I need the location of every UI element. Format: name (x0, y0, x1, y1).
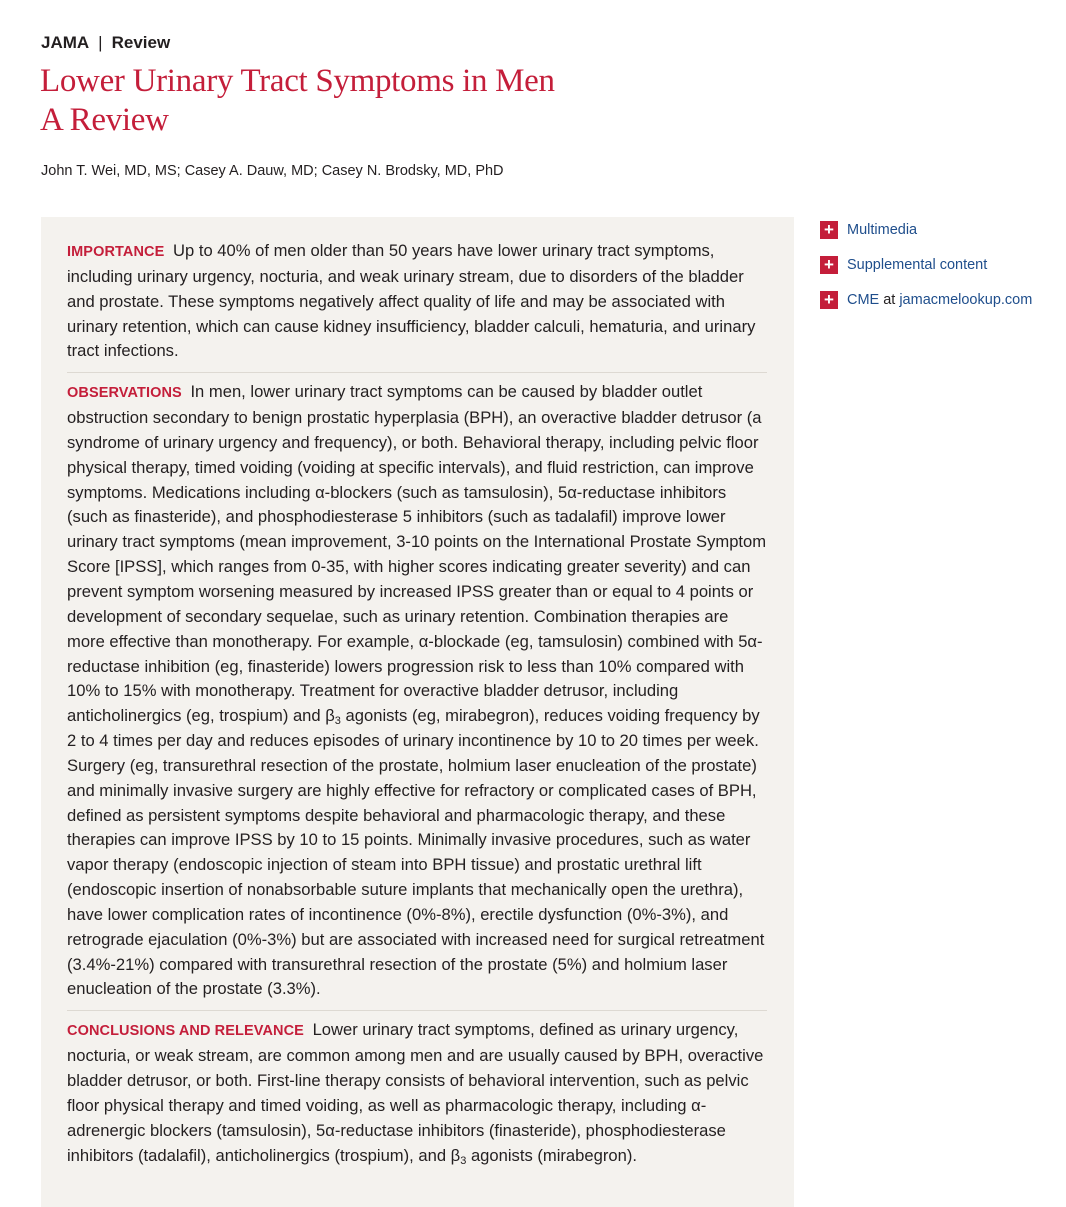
importance-section (67, 239, 767, 364)
article-title (40, 62, 555, 140)
plus-icon[interactable]: + (820, 221, 838, 239)
conclusions-subscript: 3 (460, 1154, 467, 1167)
jamacmelookup-link[interactable]: jamacmelookup.com (899, 291, 1033, 308)
importance-heading: IMPORTANCE (67, 244, 165, 260)
conclusions-text-1: Lower urinary tract symptoms, defined as urinary urgency, nocturia, or weak stream, are common among men and are usually caused by BPH, overactive bladder detrusor, or both. First-line therapy consists of behavioral intervention, such as pelvic floor physical therapy and timed voiding, as well as pharmacologic therapy, including α-adrenergic blockers (tamsulosin), 5α-reductase inhibitors (finasteride), phosphodiesterase inhibitors (tadalafil), anticholinergics (trospium), and β (67, 1020, 764, 1165)
article-type: Review (111, 33, 171, 52)
related-content-sidebar (820, 212, 1032, 317)
importance-text: Up to 40% of men older than 50 years have lower urinary tract symptoms, including urinary urgency, nocturia, and weak urinary stream, due to disorders of the bladder and prostate. These symptoms negatively affect quality of life and may be associated with urinary retention, which can cause kidney insufficiency, bladder calculi, hematuria, and urinary tract infections. (67, 241, 756, 361)
sidebar-item-supplemental[interactable] (820, 247, 1032, 282)
author-list: John T. Wei, MD, MS; Casey A. Dauw, MD; Casey N. Brodsky, MD, PhD (41, 163, 504, 179)
plus-icon[interactable]: + (820, 256, 838, 274)
conclusions-section (67, 1010, 767, 1168)
sidebar-item-multimedia[interactable] (820, 212, 1032, 247)
abstract-panel (41, 217, 794, 1207)
supplemental-content-link[interactable]: Supplemental content (847, 256, 988, 273)
observations-heading: OBSERVATIONS (67, 385, 182, 402)
journal-name: JAMA (41, 33, 90, 52)
title-subtitle: A Review (40, 102, 169, 138)
observations-section (67, 372, 767, 1002)
plus-icon[interactable]: + (820, 291, 838, 309)
conclusions-text-2: agonists (mirabegron). (466, 1145, 637, 1165)
header-separator: | (98, 33, 103, 52)
title-main: Lower Urinary Tract Symptoms in Men (40, 63, 555, 99)
conclusions-heading: CONCLUSIONS AND RELEVANCE (67, 1023, 304, 1040)
journal-header (41, 33, 170, 53)
cme-link[interactable]: CME (847, 291, 880, 308)
sidebar-item-cme[interactable] (820, 282, 1032, 317)
observations-text-2: agonists (eg, mirabegron), reduces voiding frequency by 2 to 4 times per day and reduces episodes of urinary incontinence by 10 to 20 times per week. Surgery (eg, transurethral resection of the prostate, holmium laser enucleation of the prostate) and minimally invasive surgery are highly effective for refractory or complicated cases of BPH, defined as persistent symptoms despite behavioral and pharmacologic therapy, and these therapies can improve IPSS by 10 to 15 points. Minimally invasive procedures, such as water vapor therapy (endoscopic injection of steam into BPH tissue) and prostatic urethral lift (endoscopic insertion of nonabsorbable suture implants that mechanically open the urethra), have lower complication rates of incontinence (0%-8%), erectile dysfunction (0%-3%), and retrograde ejaculation (0%-3%) but are associated with increased need for surgical retreatment (3.4%-21%) compared with transurethral resection of the prostate (5%) and holmium laser enucleation of the prostate (3.3%). (67, 706, 765, 999)
observations-subscript: 3 (334, 715, 341, 728)
observations-text-1: In men, lower urinary tract symptoms can be caused by bladder outlet obstruction secondary to benign prostatic hyperplasia (BPH), an overactive bladder detrusor (a syndrome of urinary urgency and frequency), or both. Behavioral therapy, including pelvic floor physical therapy, timed voiding (voiding at specific intervals), and fluid restriction, can improve symptoms. Medications including α-blockers (such as tamsulosin), 5α-reductase inhibitors (such as finasteride), and phosphodiesterase 5 inhibitors (such as tadalafil) improve lower urinary tract symptoms (mean improvement, 3-10 points on the International Prostate Symptom Score [IPSS], which ranges from 0-35, with higher scores indicating greater severity) and can prevent symptom worsening measured by increased IPSS greater than or equal to 4 points or development of secondary sequelae, such as urinary retention. Combination therapies are more effective than monotherapy. For example, α-blockade (eg, tamsulosin) combined with 5α-reductase inhibition (eg, finasteride) lowers progression risk to less than 10% compared with 10% to 15% with monotherapy. Treatment for overactive bladder detrusor, including anticholinergics (eg, trospium) and β (67, 382, 767, 726)
multimedia-link[interactable]: Multimedia (847, 221, 918, 238)
cme-at-text: at (883, 291, 896, 308)
